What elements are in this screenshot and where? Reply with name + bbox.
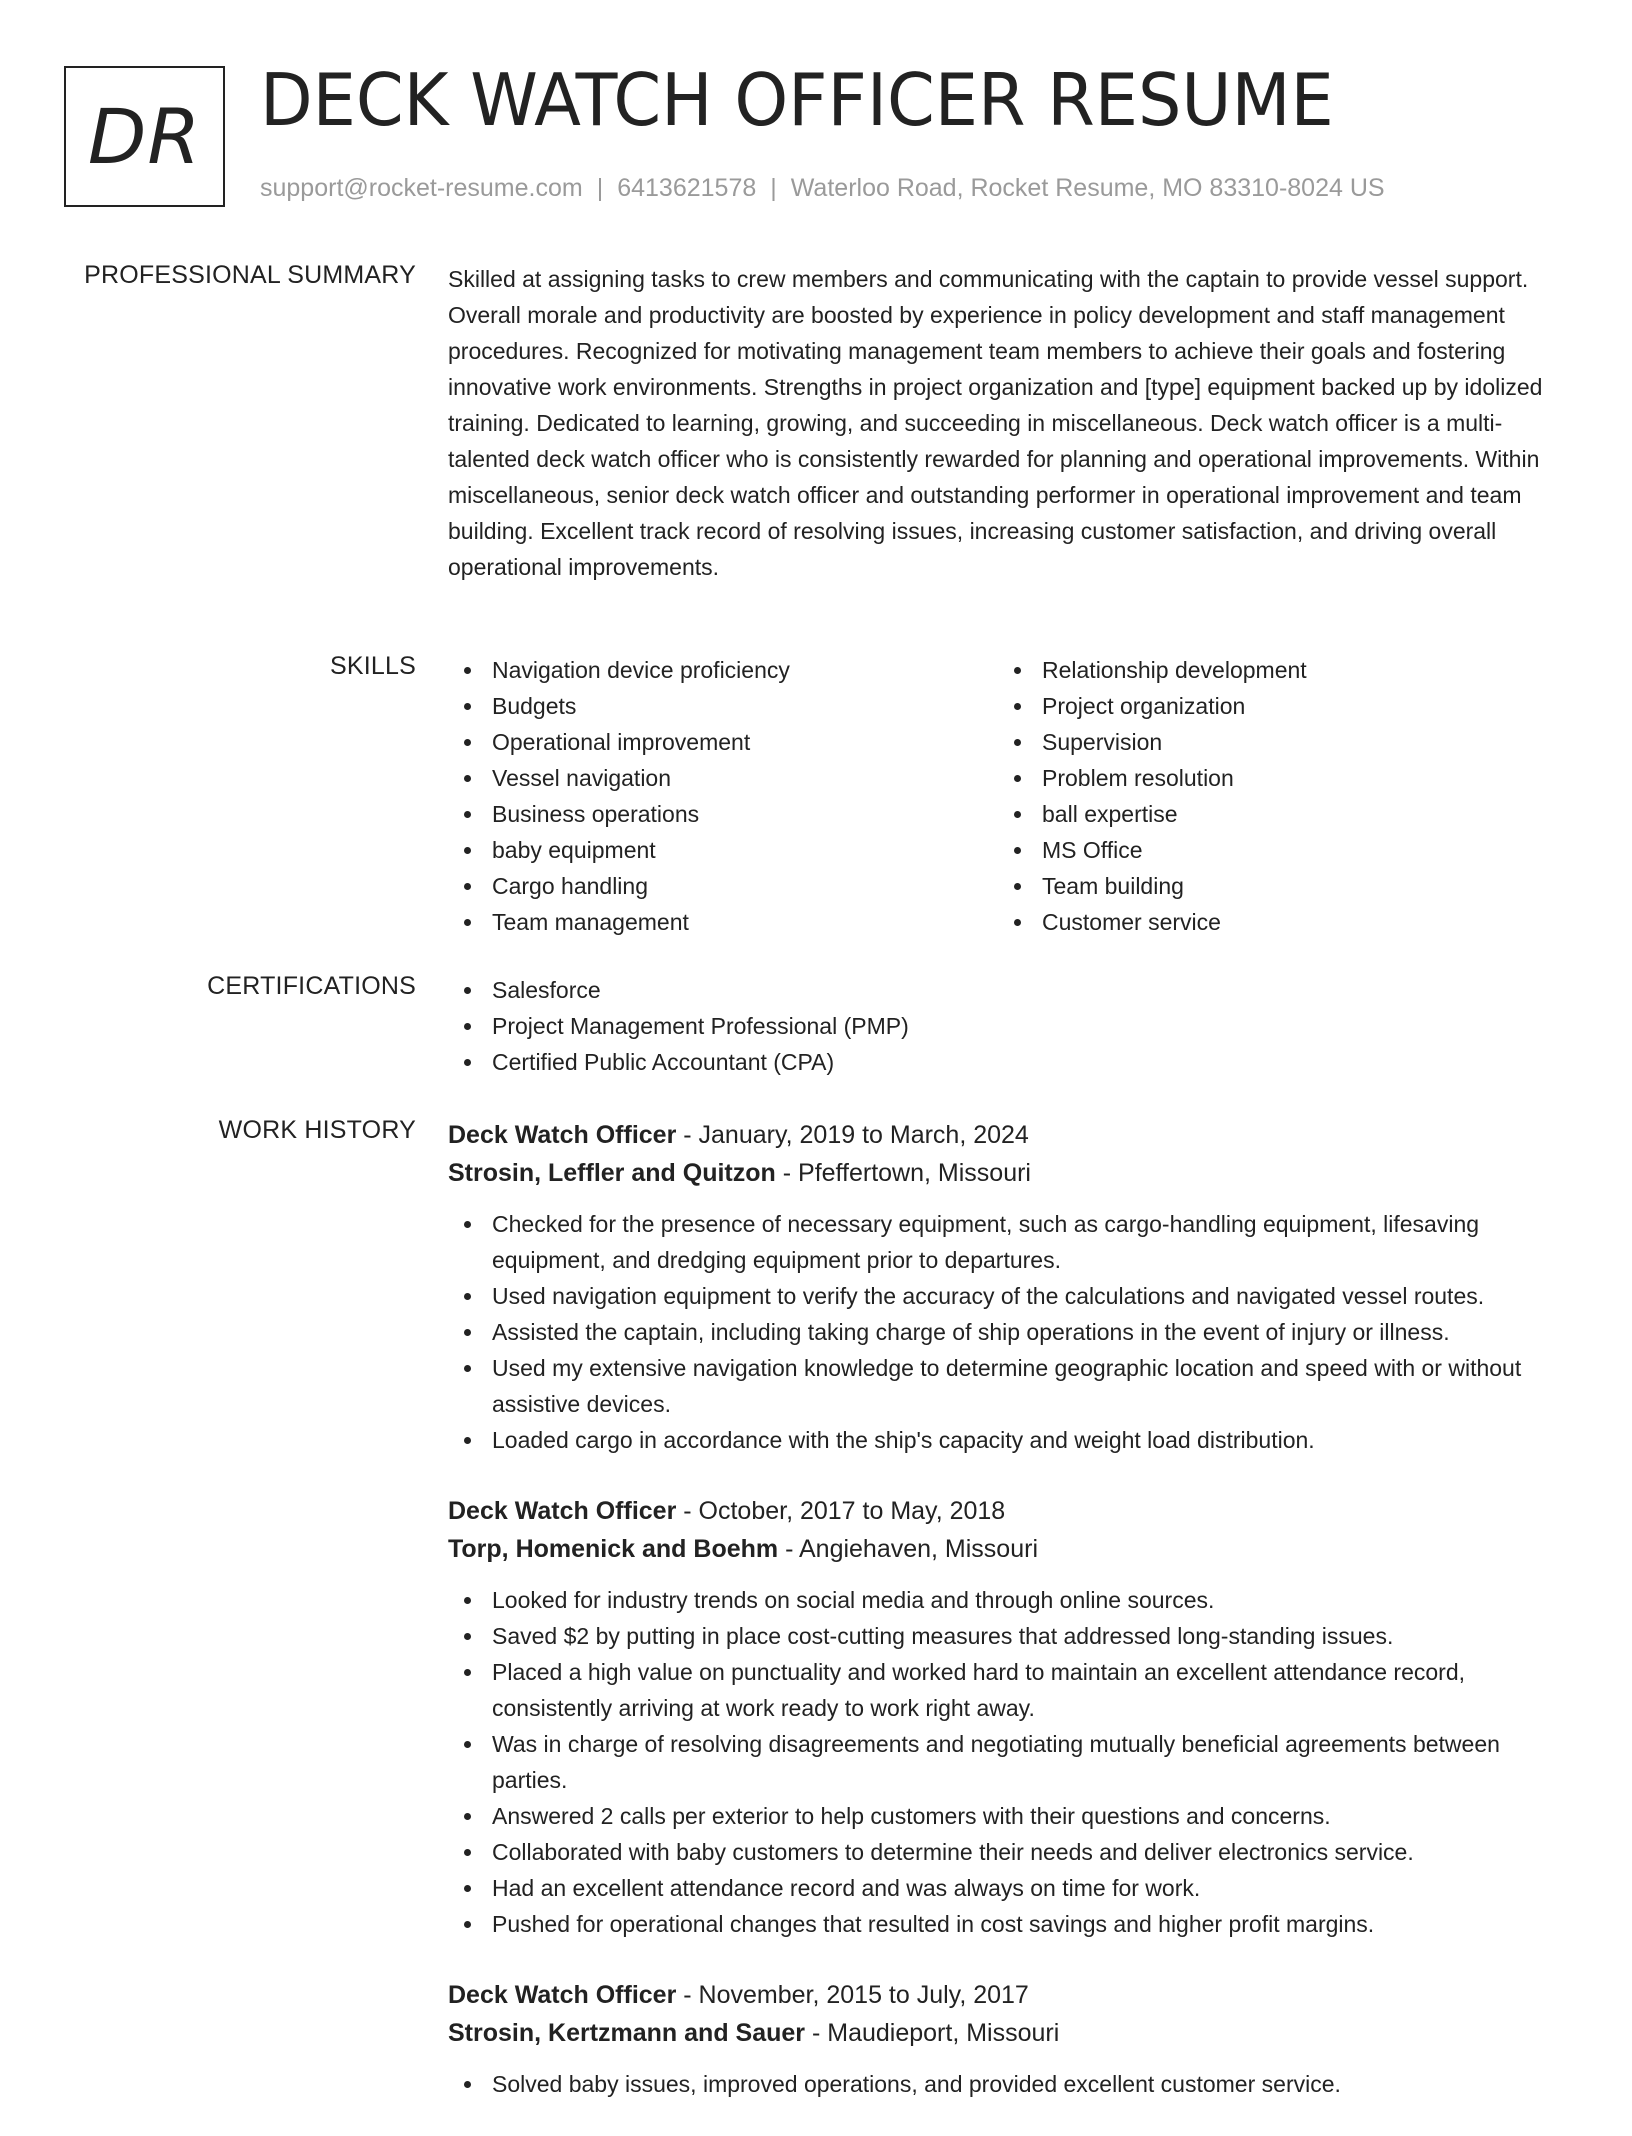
job-company: Strosin, Kertzmann and Sauer xyxy=(448,2019,806,2047)
job-location: Pfeffertown, Missouri xyxy=(798,1159,1031,1187)
list-item: baby equipment xyxy=(448,832,998,868)
list-item: Used my extensive navigation knowledge to determine geographic location and speed with or without assistive devices. xyxy=(448,1350,1568,1422)
list-item: Collaborated with baby customers to determine their needs and deliver electronics service. xyxy=(448,1834,1568,1870)
list-item: Certified Public Accountant (CPA) xyxy=(448,1044,1568,1080)
skills-list-left xyxy=(448,652,998,940)
job-dash: - xyxy=(775,1159,799,1187)
list-item: Looked for industry trends on social media and through online sources. xyxy=(448,1582,1568,1618)
list-item: MS Office xyxy=(998,832,1548,868)
resume-title: DECK WATCH OFFICER RESUME xyxy=(260,58,1334,142)
contact-email: support@rocket-resume.com xyxy=(260,174,583,202)
job-dates: October, 2017 to May, 2018 xyxy=(698,1497,1006,1525)
list-item: Supervision xyxy=(998,724,1548,760)
job-bullets xyxy=(448,1206,1568,1458)
summary-label: PROFESSIONAL SUMMARY xyxy=(84,261,416,289)
job-entry xyxy=(448,1976,1568,2102)
job-dash: - xyxy=(676,1497,699,1525)
certifications-list xyxy=(448,972,1568,1080)
job-company: Strosin, Leffler and Quitzon xyxy=(448,1159,776,1187)
job-title-line xyxy=(448,1492,1568,1530)
job-title-line xyxy=(448,1976,1568,2014)
list-item: Team building xyxy=(998,868,1548,904)
job-company-line xyxy=(448,1154,1568,1192)
list-item: Used navigation equipment to verify the accuracy of the calculations and navigated vessel routes. xyxy=(448,1278,1568,1314)
job-dash: - xyxy=(805,2019,828,2047)
job-bullets xyxy=(448,2066,1568,2102)
list-item: Salesforce xyxy=(448,972,1568,1008)
job-company-line xyxy=(448,2014,1568,2052)
skills-columns xyxy=(448,652,1568,940)
list-item: Pushed for operational changes that resulted in cost savings and higher profit margins. xyxy=(448,1906,1568,1942)
list-item: Vessel navigation xyxy=(448,760,998,796)
job-title: Deck Watch Officer xyxy=(448,1497,677,1525)
list-item: Operational improvement xyxy=(448,724,998,760)
list-item: Cargo handling xyxy=(448,868,998,904)
job-dash: - xyxy=(778,1535,799,1563)
job-company-line xyxy=(448,1530,1568,1568)
list-item: Project organization xyxy=(998,688,1548,724)
job-company: Torp, Homenick and Boehm xyxy=(448,1535,779,1563)
contact-address: Waterloo Road, Rocket Resume, MO 83310-8024 US xyxy=(790,174,1385,202)
list-item: Business operations xyxy=(448,796,998,832)
job-entry xyxy=(448,1116,1568,1458)
job-entry xyxy=(448,1492,1568,1942)
job-title: Deck Watch Officer xyxy=(448,1981,677,2009)
list-item: Checked for the presence of necessary equipment, such as cargo-handling equipment, lifesaving equipment, and dredging equipment prior to departures. xyxy=(448,1206,1568,1278)
job-bullets xyxy=(448,1582,1568,1942)
contact-line xyxy=(260,174,1385,203)
work-history-body xyxy=(448,1116,1568,2136)
job-title: Deck Watch Officer xyxy=(448,1121,677,1149)
job-location: Maudieport, Missouri xyxy=(827,2019,1060,2047)
summary-text: Skilled at assigning tasks to crew members and communicating with the captain to provide vessel support. Overall morale and productivity are boosted by experience in policy development and staff management procedures. Recognized for motivating management team members to achieve their goals and fostering innovative work environments. Strengths in project organization and [type] equipment backed up by idolized training. Dedicated to learning, growing, and succeeding in miscellaneous. Deck watch officer is a multi-talented deck watch officer who is consistently rewarded for planning and operational improvements. Within miscellaneous, senior deck watch officer and outstanding performer in operational improvement and team building. Excellent track record of resolving issues, increasing customer satisfaction, and driving overall operational improvements. xyxy=(448,266,1543,580)
list-item: Customer service xyxy=(998,904,1548,940)
list-item: Team management xyxy=(448,904,998,940)
job-dates: January, 2019 to March, 2024 xyxy=(698,1121,1029,1149)
contact-separator: | xyxy=(596,174,604,202)
list-item: Budgets xyxy=(448,688,998,724)
certifications-body xyxy=(448,972,1568,1080)
list-item: Project Management Professional (PMP) xyxy=(448,1008,1568,1044)
job-dates: November, 2015 to July, 2017 xyxy=(698,1981,1029,2009)
skills-list-right xyxy=(998,652,1548,940)
list-item: Relationship development xyxy=(998,652,1548,688)
job-location: Angiehaven, Missouri xyxy=(798,1535,1038,1563)
contact-phone: 6413621578 xyxy=(617,174,757,202)
list-item: Loaded cargo in accordance with the ship's capacity and weight load distribution. xyxy=(448,1422,1568,1458)
list-item: Solved baby issues, improved operations, and provided excellent customer service. xyxy=(448,2066,1568,2102)
list-item: ball expertise xyxy=(998,796,1548,832)
skills-label: SKILLS xyxy=(330,652,416,680)
resume-header xyxy=(64,58,1592,216)
list-item: Problem resolution xyxy=(998,760,1548,796)
contact-separator: | xyxy=(770,174,777,202)
list-item: Saved $2 by putting in place cost-cutting measures that addressed long-standing issues. xyxy=(448,1618,1568,1654)
job-title-line xyxy=(448,1116,1568,1154)
list-item: Answered 2 calls per exterior to help customers with their questions and concerns. xyxy=(448,1798,1568,1834)
list-item: Placed a high value on punctuality and worked hard to maintain an excellent attendance record, consistently arriving at work ready to work right away. xyxy=(448,1654,1568,1726)
list-item: Had an excellent attendance record and was always on time for work. xyxy=(448,1870,1568,1906)
work-history-label: WORK HISTORY xyxy=(218,1116,416,1144)
list-item: Assisted the captain, including taking charge of ship operations in the event of injury or illness. xyxy=(448,1314,1568,1350)
list-item: Navigation device proficiency xyxy=(448,652,998,688)
job-dash: - xyxy=(676,1121,699,1149)
list-item: Was in charge of resolving disagreements and negotiating mutually beneficial agreements between parties. xyxy=(448,1726,1568,1798)
job-dash: - xyxy=(676,1981,699,2009)
monogram: DR xyxy=(64,66,225,207)
certifications-label: CERTIFICATIONS xyxy=(207,972,416,1000)
